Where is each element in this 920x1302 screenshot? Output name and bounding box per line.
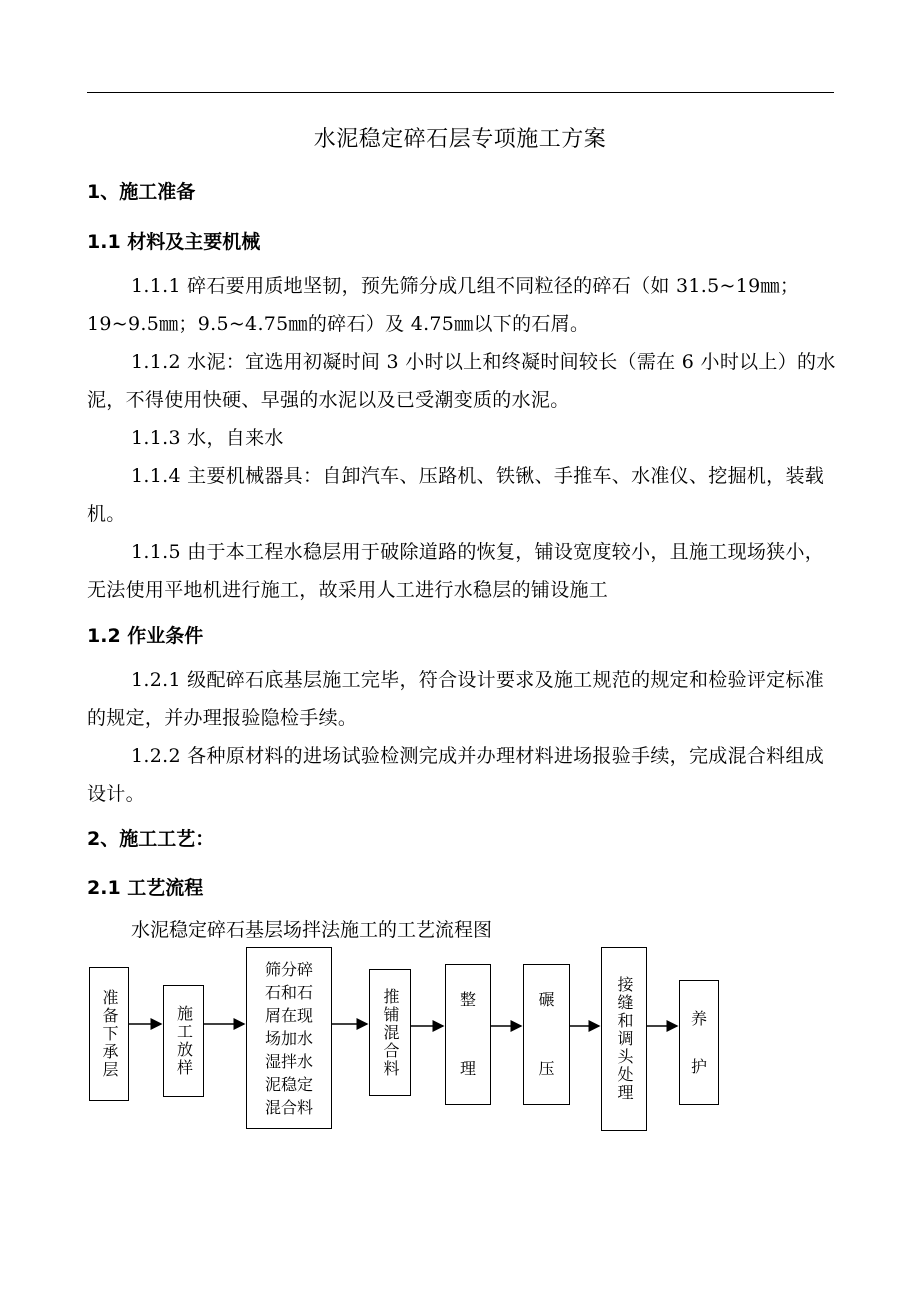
flow-box-joint-treatment: 接缝和调头处理 [601,947,647,1131]
cure-char-2: 护 [690,1056,707,1076]
section-heading-1-2: 1.2 作业条件 [87,625,204,647]
section-heading-2-1: 2.1 工艺流程 [87,877,204,899]
flow-box-prepare-base: 准备下承层 [89,967,129,1101]
roll-char-1: 碾 [538,989,555,1009]
section-heading-2: 2、施工工艺： [87,828,215,850]
trim-char-2: 理 [459,1059,476,1079]
flowchart-caption: 水泥稳定碎石基层场拌法施工的工艺流程图 [131,919,493,941]
paragraph-1-1-5: 1.1.5 由于本工程水稳层用于破除道路的恢复，铺设宽度较小，且施工现场狭小，无法使用平地机进行施工，故采用人工进行水稳层的铺设施工 [87,541,825,601]
mix-line-5: 湿拌水 [264,1051,313,1071]
mix-line-3: 屑在现 [264,1005,313,1025]
trim-char-1: 整 [459,989,476,1009]
paragraph-1-1-1: 1.1.1 碎石要用质地坚韧，预先筛分成几组不同粒径的碎石（如 31.5~19㎜；19~9.5㎜；9.5~4.75㎜的碎石）及 4.75㎜以下的石屑。 [87,275,800,335]
mix-line-4: 场加水 [264,1028,313,1048]
section-heading-1: 1、施工准备 [87,181,196,203]
mix-line-7: 混合料 [264,1097,313,1117]
flow-box-spreading: 推铺混合料 [369,969,411,1096]
paragraph-1-1-3: 1.1.3 水，自来水 [131,427,284,449]
mix-line-2: 石和石 [264,982,313,1002]
paragraph-1-1-2: 1.1.2 水泥：宜选用初凝时间 3 小时以上和终凝时间较长（需在 6 小时以上）的水泥，不得使用快硬、早强的水泥以及已受潮变质的水泥。 [87,351,836,411]
cure-char-1: 养 [690,1008,707,1028]
mix-line-6: 泥稳定 [264,1074,313,1094]
paragraph-1-1-4: 1.1.4 主要机械器具：自卸汽车、压路机、铁锹、手推车、水准仪、挖掘机，装载机。 [87,465,825,525]
mix-line-1: 筛分碎 [264,959,313,979]
paragraph-1-2-1: 1.2.1 级配碎石底基层施工完毕，符合设计要求及施工规范的规定和检验评定标准的规定，并办理报验隐检手续。 [87,669,825,729]
paragraph-1-2-2: 1.2.2 各种原材料的进场试验检测完成并办理材料进场报验手续，完成混合料组成设计。 [87,745,825,805]
flow-box-layout: 施工放样 [163,985,204,1097]
section-heading-1-1: 1.1 材料及主要机械 [87,231,261,253]
document-title: 水泥稳定碎石层专项施工方案 [313,127,607,152]
roll-char-2: 压 [538,1059,555,1079]
